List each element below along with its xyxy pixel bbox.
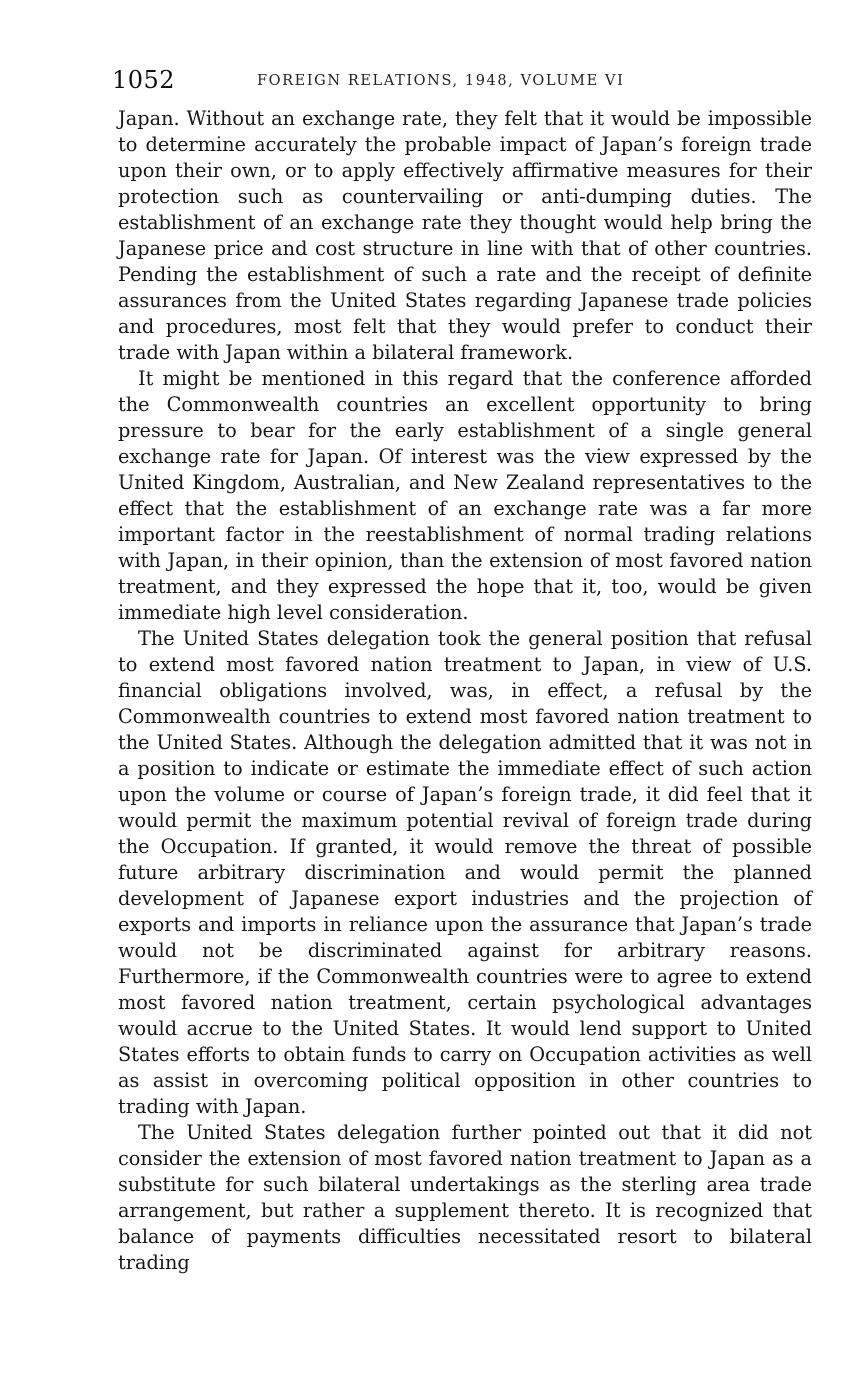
running-header xyxy=(112,66,812,98)
body-text xyxy=(118,106,812,1276)
document-page xyxy=(112,66,812,1276)
paragraph-conference-pressure: It might be mentioned in this regard that the conference afforded the Commonwealth countries an excellent opportunity to bring pressure to bear for the early establishment of a single general exchange rate for Japan. Of interest was the view expressed by the United Kingdom, Australian, and New Zealand representatives to the effect that the establishment of an exchange rate was a far more important factor in the reestablishment of normal trading relations with Japan, in their opinion, than the extension of most favored nation treatment, and they expressed the hope that it, too, would be given immediate high level consideration. xyxy=(118,367,812,624)
page-number: 1052 xyxy=(112,66,176,94)
paragraph-bilateral-supplement: The United States delegation further pointed out that it did not consider the extension of most favored nation treatment to Japan as a substitute for such bilateral undertakings as the sterling area trade arrangement, but rather a supplement thereto. It is recognized that balance of payments difficulties necessitated resort to bilateral trading xyxy=(118,1121,812,1274)
paragraph-us-delegation-position: The United States delegation took the general position that refusal to extend most favored nation treatment to Japan, in view of U.S. financial obligations involved, was, in effect, a refusal by the Commonwealth countries to extend most favored nation treatment to the United States. Although the delegation admitted that it was not in a position to indicate or estimate the immediate effect of such action upon the volume or course of Japan’s foreign trade, it did feel that it would permit the maximum potential revival of foreign trade during the Occupation. If granted, it would remove the threat of possible future arbitrary discrimination and would permit the planned development of Japanese export industries and the projection of exports and imports in reliance upon the assurance that Japan’s trade would not be discriminated against for arbitrary reasons. Furthermore, if the Commonwealth countries were to agree to extend most favored nation treatment, certain psychological advantages would accrue to the United States. It would lend support to United States efforts to obtain funds to carry on Occupation activities as well as assist in overcoming political opposition in other countries to trading with Japan. xyxy=(118,627,812,1118)
paragraph-continued: Japan. Without an exchange rate, they felt that it would be impossible to determine accurately the probable impact of Japan’s foreign trade upon their own, or to apply effectively affirmative measures for their protection such as countervailing or anti-dumping duties. The establishment of an exchange rate they thought would help bring the Japanese price and cost structure in line with that of other countries. Pending the establishment of such a rate and the receipt of definite assurances from the United States regarding Japanese trade policies and procedures, most felt that they would prefer to conduct their trade with Japan within a bilateral framework. xyxy=(118,107,812,364)
running-title: FOREIGN RELATIONS, 1948, VOLUME VI xyxy=(257,73,625,89)
